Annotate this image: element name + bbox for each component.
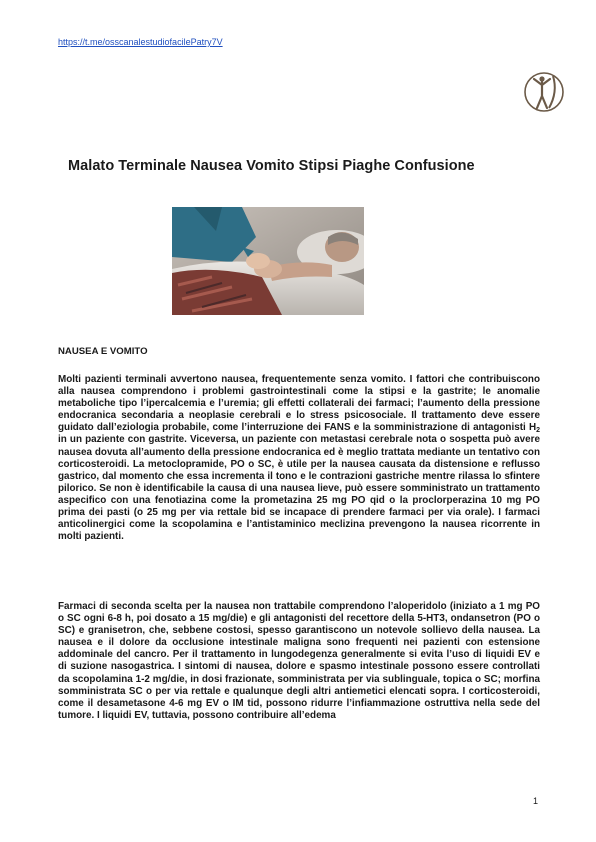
telegram-link[interactable]: https://t.me/osscanalestudiofacilePatry7V: [58, 37, 223, 47]
page-title: Malato Terminale Nausea Vomito Stipsi Piaghe Confusione: [68, 158, 475, 174]
paragraph-1: [58, 374, 540, 543]
patient-care-photo: [172, 207, 364, 315]
paragraph-1-part-b: in un paziente con gastrite. Viceversa, un paziente con metastasi cerebrale nota o sospetta può avere nausea dovuta all’aumento della pressione endocranica ed è meglio trattata mediante un tentativo con corticosteroidi. La metoclopramide, PO o SC, è utile per la nausea causata da distensione e reflusso gastrico, dal momento che essa incrementa il tono e le contrazioni gastriche mentre rilassa lo sfintere pilorico. Se non è identificabile la causa di una nausea lieve, può essere somministrato un trattamento aspecifico con una fenotiazina come la prometazina 25 mg PO qid o la proclorperazina 10 mg PO prima dei pasti (o 25 mg per via rettale bid se incapace di prendere farmaci per via orale). I farmaci anticolinergici come la scopolamina e l’antistaminico meclizina prevengono la nausea ricorrente in molti pazienti.: [58, 434, 540, 543]
paragraph-2: Farmaci di seconda scelta per la nausea non trattabile comprendono l’aloperidolo (iniziato a 1 mg PO o SC ogni 6-8 h, poi dosato a 15 mg/die) e gli antagonisti del recettore della 5-HT3, ondansetron (PO o SC) e granisetron, che, sebbene costosi, spesso garantiscono un notevole sollievo della nausea. La nausea e il dolore da occlusione intestinale maligna sono frequenti nei pazienti con estensione addominale del cancro. Per il trattamento in lungodegenza generalmente si evita l’uso di liquidi EV e di suzione nasogastrica. I sintomi di nausea, dolore e spasmo intestinale possono essere controllati da scopolamina 1-2 mg/die, in dosi frazionate, somministrata per via sublinguale, topica o SC; morfina somministrata SC o per via rettale e qualunque degli altri antiemetici elencati sopra. I corticosteroidi, come il desametasone 4-6 mg EV o IM tid, possono ridurre l’infiammazione ostruttiva nella sede del tumore. I liquidi EV, tuttavia, possono contribuire all’edema: [58, 601, 540, 721]
human-figure-logo-icon: [522, 70, 566, 114]
page-number: 1: [533, 796, 539, 806]
section-heading: NAUSEA E VOMITO: [58, 346, 148, 357]
paragraph-1-part-a: Molti pazienti terminali avvertono nausea, frequentemente senza vomito. I fattori che contribuiscono alla nausea comprendono i problemi gastrointestinali come la stipsi e la gastrite; le anomalie metaboliche tipo l’ipercalcemia e l’uremia; gli effetti collaterali dei farmaci; l’aumento della pressione endocranica secondaria a neoplasie cerebrali e lo stress psicosociale. Il trattamento deve essere guidato dall’eziologia probabile, come l’interruzione dei FANS e la somministrazione di antagonisti H: [58, 374, 540, 434]
subscript-2: 2: [536, 427, 540, 435]
